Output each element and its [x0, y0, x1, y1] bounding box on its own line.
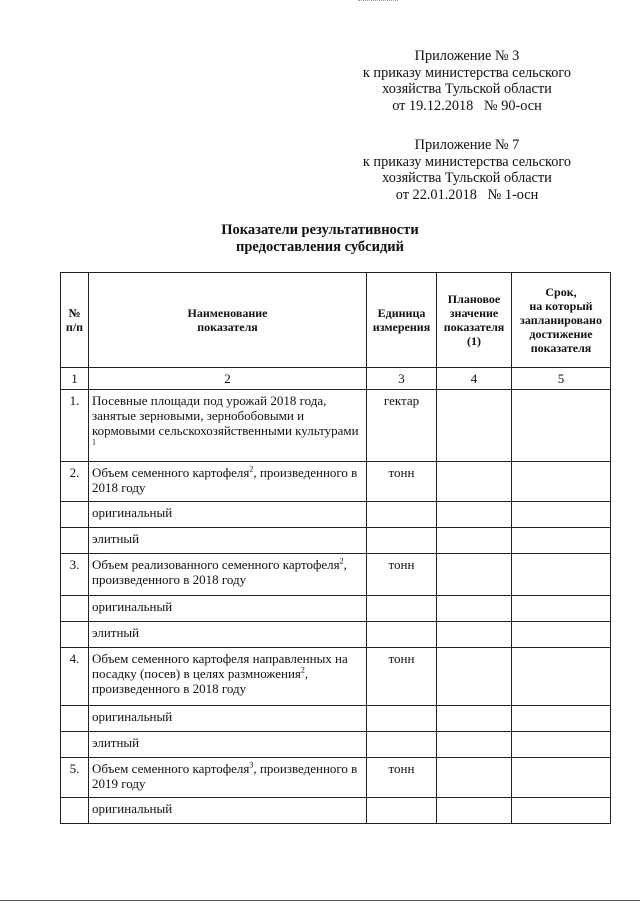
table-row — [61, 462, 611, 502]
col-number: 3 — [367, 368, 437, 390]
footnote-ref: 2 — [249, 464, 254, 474]
header-name: Наименование показателя — [89, 273, 367, 368]
document-title — [0, 222, 640, 256]
scan-mark — [358, 0, 398, 2]
appendix-title: Приложение № 7 — [414, 137, 520, 153]
appendix-order-ref: к приказу министерства сельского — [362, 64, 572, 81]
indicator-name: Объем реализованного семенного картофеля$^2$, произведенного в 2018 году — [89, 554, 367, 596]
indicator-subitem: оригинальный — [89, 798, 367, 824]
row-number — [61, 596, 89, 622]
table-row — [61, 758, 611, 798]
footnote-ref: 2 — [339, 556, 344, 566]
plan-value-cell — [437, 596, 512, 622]
col-number: 4 — [437, 368, 512, 390]
table-row — [61, 732, 611, 758]
unit-cell: тонн — [367, 758, 437, 798]
appendix-date-number: от 19.12.2018 № 90-осн — [392, 97, 542, 114]
term-cell — [512, 390, 611, 462]
unit-cell — [367, 732, 437, 758]
row-number — [61, 798, 89, 824]
table-row — [61, 622, 611, 648]
unit-cell — [367, 706, 437, 732]
term-cell — [512, 502, 611, 528]
unit-cell: гектар — [367, 390, 437, 462]
indicator-name: Объем семенного картофеля направленных на посадку (посев) в целях размножения$^2$, произведенного в 2018 году — [89, 648, 367, 706]
plan-value-cell — [437, 502, 512, 528]
table-header-row — [61, 273, 611, 368]
indicator-subitem: элитный — [89, 622, 367, 648]
plan-value-cell — [437, 706, 512, 732]
footnote-ref: 2 — [300, 665, 305, 675]
col-number: 2 — [89, 368, 367, 390]
appendix-header-3 — [352, 48, 582, 114]
indicator-name: Объем семенного картофеля$^2$, произведенного в 2018 году — [89, 462, 367, 502]
indicator-subitem: элитный — [89, 528, 367, 554]
appendix-ministry: хозяйства Тульской области — [382, 81, 552, 97]
appendix-title: Приложение № 3 — [414, 48, 520, 64]
plan-value-cell — [437, 758, 512, 798]
table-row — [61, 798, 611, 824]
row-number — [61, 732, 89, 758]
row-number: 3. — [61, 554, 89, 596]
col-number: 1 — [61, 368, 89, 390]
table-row — [61, 528, 611, 554]
term-cell — [512, 732, 611, 758]
header-num: № п/п — [61, 273, 89, 368]
page-bottom-edge — [0, 900, 640, 901]
term-cell — [512, 758, 611, 798]
term-cell — [512, 554, 611, 596]
row-number — [61, 502, 89, 528]
plan-value-cell — [437, 462, 512, 502]
plan-value-cell — [437, 554, 512, 596]
header-unit: Единица измерения — [367, 273, 437, 368]
indicator-subitem: оригинальный — [89, 596, 367, 622]
row-number: 2. — [61, 462, 89, 502]
header-plan-value: Плановое значение показателя (1) — [437, 273, 512, 368]
indicator-subitem: элитный — [89, 732, 367, 758]
appendix-header-7 — [352, 137, 582, 203]
indicator-subitem: оригинальный — [89, 502, 367, 528]
unit-cell — [367, 502, 437, 528]
row-number: 1. — [61, 390, 89, 462]
table-row — [61, 502, 611, 528]
appendix-order-ref: к приказу министерства сельского — [362, 153, 572, 170]
appendix-ministry: хозяйства Тульской области — [382, 170, 552, 186]
row-number — [61, 706, 89, 732]
unit-cell: тонн — [367, 554, 437, 596]
table-row — [61, 390, 611, 462]
unit-cell — [367, 528, 437, 554]
indicator-subitem: оригинальный — [89, 706, 367, 732]
row-number — [61, 528, 89, 554]
table-row — [61, 706, 611, 732]
row-number — [61, 622, 89, 648]
column-number-row — [61, 368, 611, 390]
footnote-ref: 3 — [249, 760, 254, 770]
table-row — [61, 554, 611, 596]
unit-cell: тонн — [367, 648, 437, 706]
term-cell — [512, 528, 611, 554]
indicator-name: Посевные площади под урожай 2018 года, занятые зерновыми, зернобобовыми и кормовыми сельскохозяйственными культурами $^1$ — [89, 390, 367, 462]
term-cell — [512, 798, 611, 824]
row-number: 5. — [61, 758, 89, 798]
plan-value-cell — [437, 622, 512, 648]
unit-cell — [367, 596, 437, 622]
col-number: 5 — [512, 368, 611, 390]
term-cell — [512, 622, 611, 648]
plan-value-cell — [437, 648, 512, 706]
term-cell — [512, 462, 611, 502]
table-row — [61, 596, 611, 622]
table-row — [61, 648, 611, 706]
indicator-name: Объем семенного картофеля$^3$, произведенного в 2019 году — [89, 758, 367, 798]
term-cell — [512, 648, 611, 706]
title-line-2: предоставления субсидий — [235, 239, 404, 255]
plan-value-cell — [437, 798, 512, 824]
term-cell — [512, 706, 611, 732]
title-line-1: Показатели результативности — [221, 222, 419, 238]
row-number: 4. — [61, 648, 89, 706]
unit-cell — [367, 798, 437, 824]
header-term: Срок, на который запланировано достижение показателя — [512, 273, 611, 368]
unit-cell — [367, 622, 437, 648]
term-cell — [512, 596, 611, 622]
plan-value-cell — [437, 528, 512, 554]
footnote-ref: 1 — [92, 437, 96, 447]
plan-value-cell — [437, 390, 512, 462]
plan-value-cell — [437, 732, 512, 758]
unit-cell: тонн — [367, 462, 437, 502]
appendix-date-number: от 22.01.2018 № 1-осн — [395, 186, 539, 203]
indicators-table — [60, 272, 611, 824]
